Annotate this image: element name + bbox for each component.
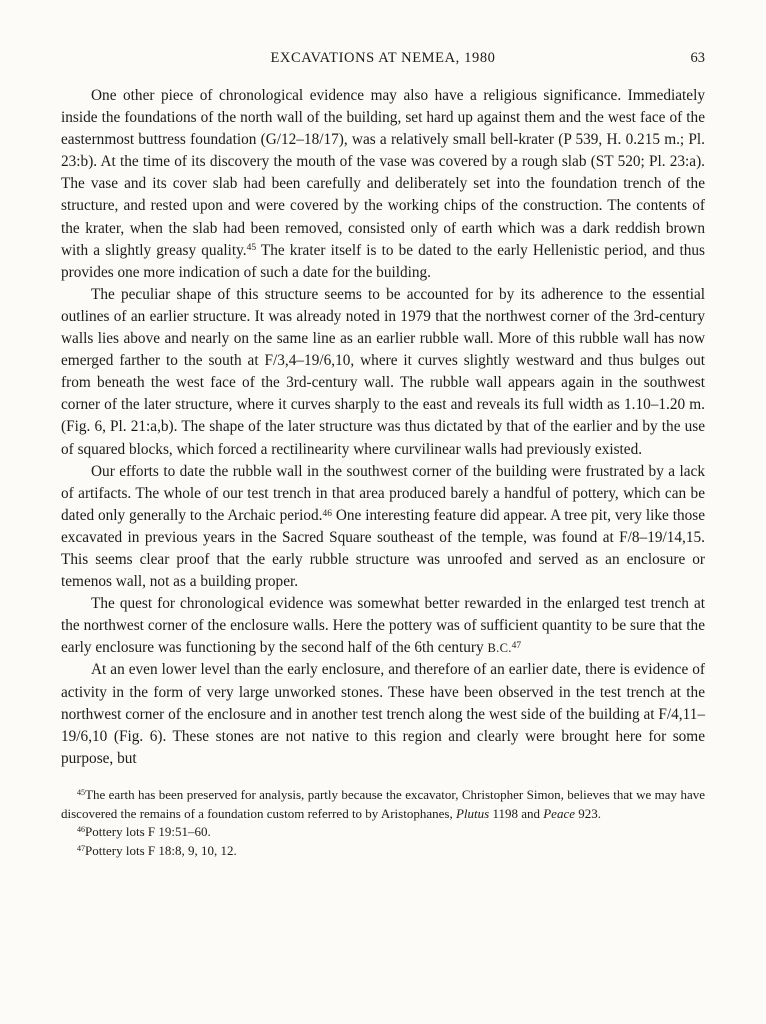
page-header bbox=[61, 50, 705, 70]
page-number: 63 bbox=[690, 50, 705, 66]
text-segment: 47 bbox=[511, 641, 522, 652]
text-segment: Pottery lots F 18:8, 9, 10, 12. bbox=[85, 842, 237, 858]
text-segment: The peculiar shape of this structure seems to be accounted for by its adherence to the essential outlines of an earlier structure. It was already noted in 1979 that the northwest corner of the 3rd-century walls lies above and nearly on the same line as an earlier rubble wall. More of this rubble wall has now emerged farther to the south at F/3,4–19/6,10, where it curves slightly westward and thus bulges out from beneath the west face of the 3rd-century wall. The rubble wall appears again in the southwest corner of the later structure, where it curves sharply to the east and reveals its full width as 1.10–1.20 m. (Fig. 6, Pl. 21:a,b). The shape of the later structure was thus dictated by that of the earlier and by the use of squared blocks, which forced a rectilinearity where curvilinear walls had previously existed. bbox=[61, 285, 705, 458]
footnote bbox=[61, 823, 705, 842]
text-segment: One other piece of chronological evidence may also have a religious significance. Immediately inside the foundations of the north wall of the building, set hard up against them and the west face of the easternmost buttress foundation (G/12–18/17), was a relatively small bell-krater (P 539, H. 0.215 m.; Pl. 23:b). At the time of its discovery the mouth of the vase was covered by a rough slab (ST 520; Pl. 23:a). The vase and its cover slab had been carefully and deliberately set into the foundation trench of the structure, and rested upon and were covered by the working chips of the construction. The contents of the krater, when the slab had been removed, consisted only of earth which was a dark reddish brown with a slightly greasy quality. bbox=[61, 87, 705, 259]
paragraph bbox=[61, 593, 705, 659]
footnotes bbox=[61, 786, 705, 860]
footnote bbox=[61, 842, 705, 861]
text-segment: 47 bbox=[77, 844, 86, 854]
body-paragraphs bbox=[61, 85, 705, 770]
text-segment: Our efforts to date the rubble wall in the southwest corner of the building were frustrated by a lack of artifacts. The whole of our test trench in that area produced barely a handful of pottery, which can be dated only generally to the Archaic period. bbox=[61, 462, 705, 524]
text-segment: Plutus bbox=[455, 805, 490, 821]
text-segment: B.C. bbox=[487, 641, 512, 656]
footnote bbox=[61, 786, 705, 823]
text-segment: 45 bbox=[246, 243, 257, 254]
paragraph bbox=[61, 659, 705, 769]
text-segment: One interesting feature did appear. A tree pit, very like those excavated in previous years in the Sacred Square southeast of the temple, was found at F/8–19/14,15. This seems clear proof that the early rubble structure was unroofed and served as an enclosure or temenos wall, not as a building proper. bbox=[61, 506, 705, 591]
paragraph bbox=[61, 85, 705, 284]
text-segment: 46 bbox=[77, 825, 86, 835]
text-segment: Pottery lots F 19:51–60. bbox=[85, 824, 211, 840]
text-segment: 45 bbox=[77, 788, 86, 798]
text-segment: Peace bbox=[543, 805, 575, 821]
text-segment: The earth has been preserved for analysis, partly because the excavator, Christopher Simon, believes that we may have discovered the remains of a foundation custom referred to by Aristophanes, bbox=[61, 786, 705, 821]
text-segment: At an even lower level than the early enclosure, and therefore of an earlier date, there is evidence of activity in the form of very large unworked stones. These have been observed in the test trench at the northwest corner of the enclosure and in another test trench along the west side of the building at F/4,11–19/6,10 (Fig. 6). These stones are not native to this region and clearly were brought here for some purpose, but bbox=[61, 661, 705, 767]
running-title: EXCAVATIONS AT NEMEA, 1980 bbox=[270, 50, 496, 66]
text-segment: 46 bbox=[322, 508, 332, 519]
text-segment: 1198 and bbox=[489, 805, 544, 821]
text-segment: 923. bbox=[575, 805, 601, 821]
paragraph bbox=[61, 284, 705, 461]
paragraph bbox=[61, 461, 705, 594]
text-segment: The quest for chronological evidence was somewhat better rewarded in the enlarged test trench at the northwest corner of the enclosure walls. Here the pottery was of sufficient quantity to be sure that the early enclosure was functioning by the second half of the 6th century bbox=[61, 595, 705, 657]
text-segment: The krater itself is to be dated to the early Hellenistic period, and thus provides one more indication of such a date for the building. bbox=[61, 241, 706, 281]
